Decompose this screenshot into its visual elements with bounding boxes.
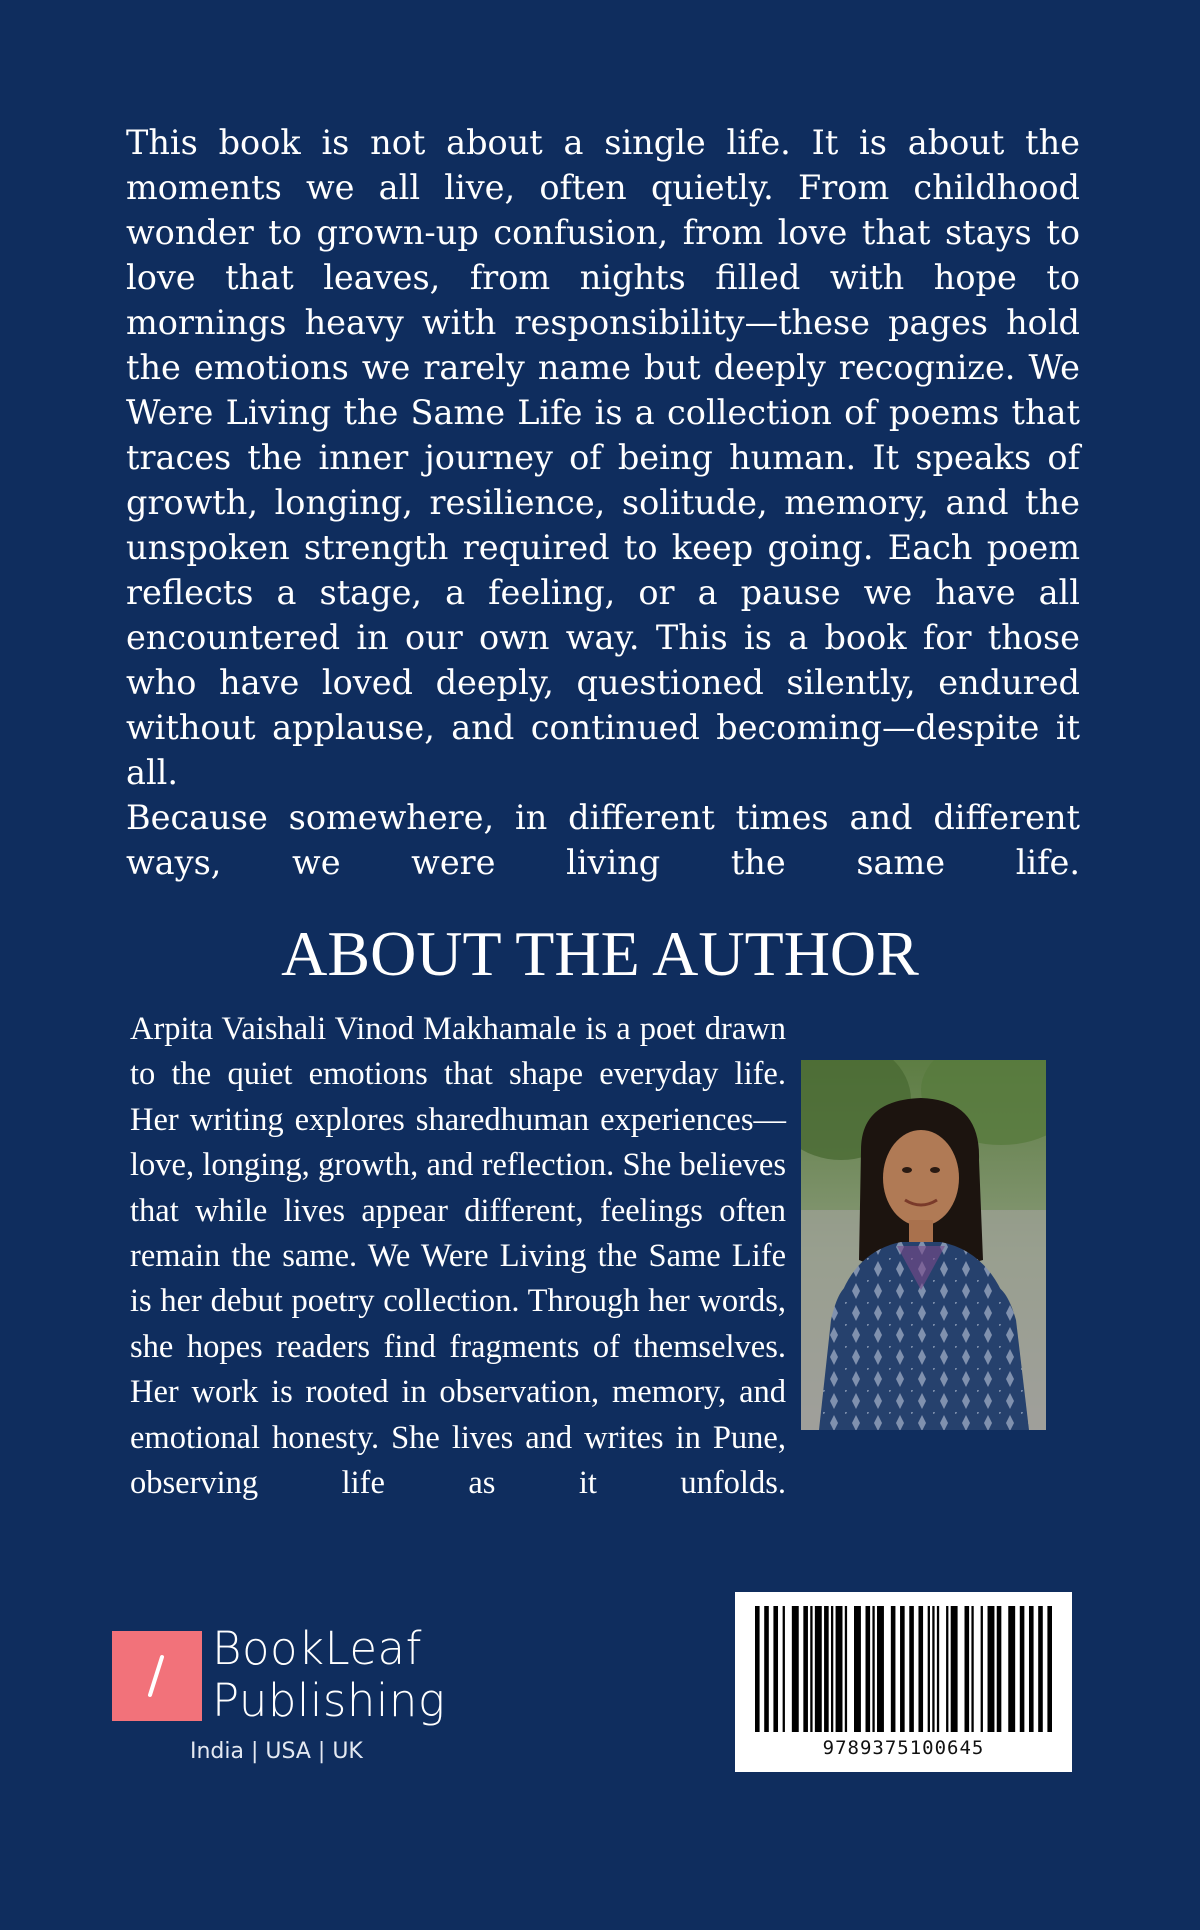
about-author-heading: ABOUT THE AUTHOR bbox=[281, 918, 919, 989]
barcode-bar bbox=[755, 1606, 760, 1732]
barcode-bar bbox=[877, 1606, 884, 1732]
author-bio: Arpita Vaishali Vinod Makhamale is a poet drawn to the quiet emotions that shape everyday life. Her writing explores sharedhuman experiences—love, longing, growth, and reflection. She believes that while lives appear different, feelings often remain the same. We Were Living the Same Life is her debut poetry collection. Through her words, she hopes readers find fragments of themselves. Her work is rooted in observation, memory, and emotional honesty. She lives and writes in Pune, observing life as it unfolds. bbox=[130, 1011, 786, 1502]
barcode-bar bbox=[1038, 1606, 1043, 1732]
barcode-bar bbox=[1029, 1606, 1034, 1732]
barcode-bar bbox=[981, 1606, 983, 1732]
author-photo bbox=[801, 1060, 1046, 1430]
barcode-bar bbox=[965, 1606, 970, 1732]
isbn-barcode bbox=[735, 1592, 1072, 1772]
barcode-bar bbox=[810, 1606, 812, 1732]
barcode-bar bbox=[997, 1606, 1002, 1732]
barcode-bar bbox=[872, 1606, 874, 1732]
barcode-bar bbox=[1008, 1606, 1015, 1732]
barcode-bar bbox=[891, 1606, 896, 1732]
blurb-paragraph-2: Because somewhere, in different times and different ways, we were living the same life. bbox=[126, 798, 1080, 882]
barcode-bar bbox=[909, 1606, 914, 1732]
isbn-number: 9789375100645 bbox=[822, 1737, 985, 1759]
barcode-bar bbox=[1047, 1606, 1052, 1732]
barcode-bar bbox=[918, 1606, 923, 1732]
barcode-bar bbox=[815, 1606, 822, 1732]
publisher-name-line-2: Publishing bbox=[212, 1674, 446, 1727]
publisher-logo-icon bbox=[112, 1631, 202, 1721]
barcode-bar bbox=[971, 1606, 973, 1732]
barcode-bar bbox=[831, 1606, 833, 1732]
barcode-bar bbox=[783, 1606, 785, 1732]
barcode-bar bbox=[803, 1606, 808, 1732]
barcode-bar bbox=[928, 1606, 930, 1732]
barcode-bar bbox=[866, 1606, 871, 1732]
publisher-name bbox=[212, 1623, 445, 1727]
barcode-bar bbox=[951, 1606, 958, 1732]
publisher-name-line-1: BookLeaf bbox=[212, 1622, 422, 1675]
barcode-bar bbox=[900, 1606, 905, 1732]
barcode-bar bbox=[792, 1606, 799, 1732]
barcode-bar bbox=[764, 1606, 769, 1732]
book-blurb bbox=[126, 120, 1080, 885]
publisher-regions: India | USA | UK bbox=[190, 1739, 363, 1764]
barcode-bar bbox=[845, 1606, 847, 1732]
barcode-bar bbox=[836, 1606, 843, 1732]
barcode-bar bbox=[988, 1606, 995, 1732]
blurb-paragraph-1: This book is not about a single life. It is about the moments we all live, often quietly. From childhood wonder to grown-up confusion, from love that stays to love that leaves, from nights filled with hope to mornings heavy with responsibility—these pages hold the emotions we rarely name but deeply recognize. We Were Living the Same Life is a collection of poems that traces the inner journey of being human. It speaks of growth, longing, resilience, solitude, memory, and the unspoken strength required to keep going. Each poem reflects a stage, a feeling, or a pause we have all encountered in our own way. This is a book for those who have loved deeply, questioned silently, endured without applause, and continued becoming—despite it all. bbox=[126, 123, 1080, 792]
barcode-bar bbox=[932, 1606, 934, 1732]
barcode-bar bbox=[773, 1606, 778, 1732]
barcode-bar bbox=[854, 1606, 861, 1732]
barcode-bar bbox=[946, 1606, 948, 1732]
barcode-bar bbox=[824, 1606, 829, 1732]
barcode-bar bbox=[937, 1606, 939, 1732]
barcode-bar bbox=[1020, 1606, 1025, 1732]
